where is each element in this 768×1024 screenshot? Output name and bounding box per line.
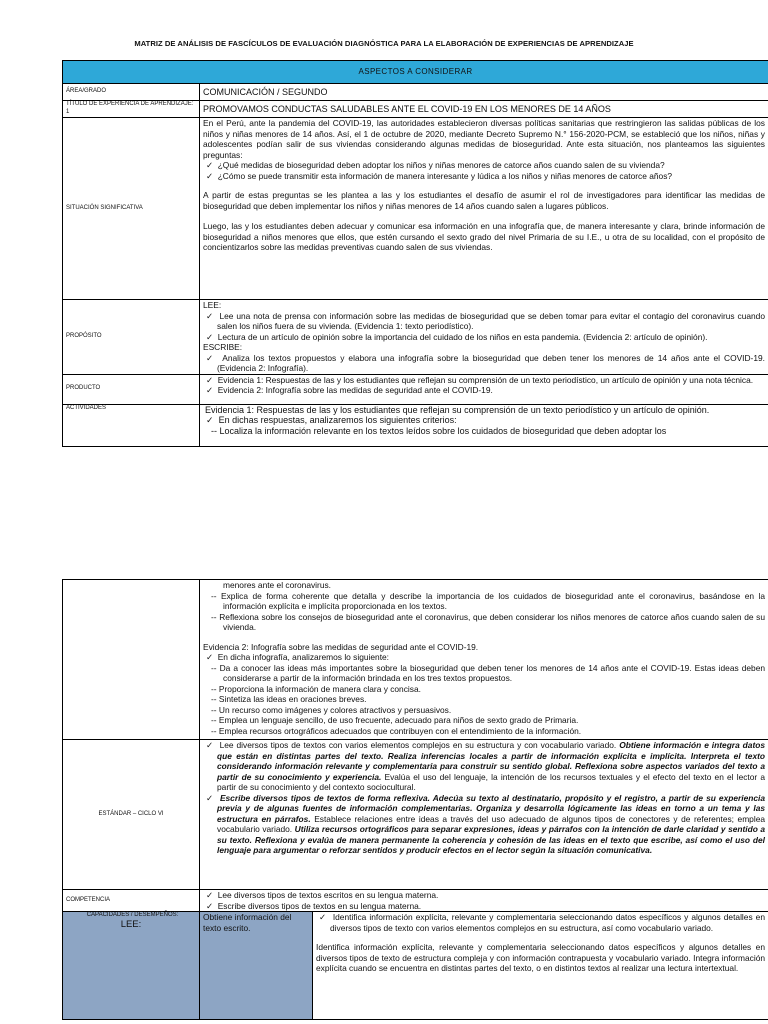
titulo-value: PROMOVAMOS CONDUCTAS SALUDABLES ANTE EL COVID-19 EN LOS MENORES DE 14 AÑOS — [200, 101, 768, 118]
dash-icon: -- — [211, 611, 217, 622]
actividades-criterio: -- Proporciona la información de manera clara y concisa. — [211, 683, 421, 694]
dash-icon: -- — [211, 725, 217, 736]
desempenos-content — [313, 912, 768, 1020]
proposito-item: ✓ Lee una nota de prensa con información sobre las medidas de bioseguridad que se deben tomar para evitar el contagio del coronavirus cuando salen los niños fuera de su vivienda. (Evidencia 1: texto periodístico). — [206, 310, 766, 331]
dash-icon: -- — [211, 704, 217, 715]
proposito-escribe: ESCRIBE: — [203, 342, 243, 352]
actividades-cont-label — [63, 580, 200, 740]
situacion-content — [200, 118, 768, 300]
producto-item: ✓ Evidencia 2: Infografía sobre las medidas de seguridad ante el COVID-19. — [206, 385, 493, 395]
actividades-criterio: -- Emplea recursos ortográficos adecuados que contribuyen con el entendimiento de la información. — [211, 725, 582, 736]
producto-content — [200, 374, 768, 404]
check-icon: ✓ — [206, 890, 214, 900]
producto-item: ✓ Evidencia 1: Respuestas de las y los estudiantes que reflejan su comprensión de un texto periodístico, un artículo de opinión y una nota técnica. — [206, 374, 754, 385]
desempeno-item: Identifica información explícita, relevante y complementaria seleccionando datos específicos y algunos detalles en diversos tipos de texto de estructura compleja y con información contrapuesta y vocabulario variado. Integra información explícita cuando se encuentra en distintas partes del texto, o en distintos textos al realizar una lectura intertextual. — [316, 942, 766, 973]
check-icon: ✓ — [206, 415, 214, 425]
actividades-ev2: Evidencia 2: Infografía sobre las medidas de seguridad ante el COVID-19. — [203, 641, 479, 652]
estandar-label: ESTÁNDAR – CICLO VI — [63, 740, 200, 890]
check-icon: ✓ — [206, 170, 214, 181]
check-icon: ✓ — [206, 900, 214, 911]
check-icon: ✓ — [206, 352, 215, 363]
actividades-criterio: -- Explica de forma coherente que detalla y describe la importancia de los cuidados de bioseguridad ante el coronavirus, basándose en la información explícita e implícita proporcionada en los textos. — [211, 590, 766, 611]
check-icon: ✓ — [206, 160, 214, 170]
proposito-content — [200, 300, 768, 375]
capacidades-lee: LEE: — [120, 918, 142, 930]
check-icon: ✓ — [206, 331, 214, 342]
capacidades-label-cell — [63, 912, 200, 1020]
dash-icon: -- — [211, 683, 217, 694]
dash-icon: -- — [211, 715, 217, 725]
situacion-label: SITUACIÓN SIGNIFICATIVA — [63, 118, 200, 300]
check-icon: ✓ — [206, 740, 214, 750]
competencia-content — [200, 890, 768, 912]
capacidad-obtiene: Obtiene información del texto escrito. — [200, 912, 313, 1020]
titulo-label: TÍTULO DE EXPERIENCIA DE APRENDIZAJE: 1 — [63, 101, 200, 118]
estandar-item: ✓ Lee diversos tipos de textos con varios elementos complejos en su estructura y con vocabulario variado. Obtiene información e integra datos que están en distintas partes del texto. Realiza inferencias locales a partir de información explícita e implícita. Interpreta el texto considerando información relevante y complementaria para construir su sentido global. Reflexiona sobre aspectos variados del texto a partir de su conocimiento y experiencia. Evalúa el uso del lenguaje, la intención de los recursos textuales y el efecto del texto en el lector a partir de su conocimiento y del contexto sociocultural. — [206, 740, 766, 792]
actividades-criterio: -- Un recurso como imágenes y colores atractivos y persuasivos. — [211, 704, 452, 715]
situacion-q2: ✓ ¿Cómo se puede transmitir esta información de manera interesante y lúdica a los niños y niñas menores de catorce años? — [206, 170, 673, 181]
dash-icon: -- — [211, 662, 217, 673]
competencia-label: COMPETENCIA — [63, 890, 200, 912]
actividades-label: ACTIVIDADES — [63, 404, 200, 446]
matrix-table-page2 — [62, 579, 768, 1020]
competencia-item: ✓ Lee diversos tipos de textos escritos en su lengua materna. — [206, 890, 439, 900]
aspectos-header: ASPECTOS A CONSIDERAR — [63, 61, 768, 84]
proposito-lee: LEE: — [203, 300, 222, 310]
document-title: MATRIZ DE ANÁLISIS DE FASCÍCULOS DE EVALUACIÓN DIAGNÓSTICA PARA LA ELABORACIÓN DE EXPERIENCIAS DE APRENDIZAJE — [134, 39, 634, 48]
check-icon: ✓ — [319, 912, 327, 922]
matrix-table-page1 — [62, 60, 768, 447]
actividades-criterio: -- Localiza la información relevante en los textos leídos sobre los cuidados de bioseguridad que deben adoptar los — [211, 425, 667, 436]
actividades-criterio: menores ante el coronavirus. — [223, 580, 331, 590]
desempeno-item: ✓ Identifica información explícita, relevante y complementaria seleccionando datos específicos y algunos detalles en diversos tipos de texto con varios elementos complejos en su estructura, así como vocabulario variado. — [319, 912, 765, 933]
proposito-item: ✓ Analiza los textos propuestos y elabora una infografía sobre la bioseguridad que deben tener los menores de 14 años ante el COVID-19. (Evidencia 2: Infografía). — [206, 352, 765, 373]
actividades-cont-content — [200, 580, 768, 740]
actividades-content — [200, 404, 768, 446]
area-value: COMUNICACIÓN / SEGUNDO — [200, 84, 768, 101]
proposito-label: PROPÓSITO — [63, 300, 200, 375]
dash-icon: -- — [211, 694, 217, 704]
capacidades-label: CAPACIDADES / DESEMPEÑOS: — [86, 912, 179, 918]
dash-icon: -- — [211, 590, 217, 601]
check-icon: ✓ — [206, 385, 214, 395]
dash-icon: -- — [211, 425, 217, 436]
actividades-criterio: -- Sintetiza las ideas en oraciones breves. — [211, 694, 367, 704]
check-icon: ✓ — [206, 652, 214, 662]
estandar-content — [200, 740, 768, 890]
situacion-p1: En el Perú, ante la pandemia del COVID-19, las autoridades establecieron diversas políticas sanitarias que restringieron las salidas públicas de los niños y niñas menores de 14 años. Así, el 1 de octubre de 2020, mediante Decreto Supremo N.° 156-2020-PCM, se estableció que los niños, niñas y adolescentes podían salir de sus viviendas considerando algunas medidas de bioseguridad. Ante esta situación, nos planteamos las siguientes preguntas: — [203, 118, 765, 160]
actividades-criterio: -- Da a conocer las ideas más importantes sobre la bioseguridad que deben tener los menores de 14 años ante el COVID-19. Estas ideas deben considerarse a partir de la información brindada en los tres textos propuestos. — [211, 662, 766, 683]
check-icon: ✓ — [206, 792, 214, 803]
estandar-item: ✓ Escribe diversos tipos de textos de forma reflexiva. Adecúa su texto al destinatario, propósito y el registro, a partir de su experiencia previa y de algunas fuentes de información complementarias. Organiza y desarrolla lógicamente las ideas en torno a un tema y las estructura en párrafos. Establece relaciones entre ideas a través del uso adecuado de algunos tipos de conectores y de referentes; emplea vocabulario variado. Utiliza recursos ortográficos para separar expresiones, ideas y párrafos con la intención de darle claridad y sentido a su texto. Reflexiona y evalúa de manera permanente la coherencia y cohesión de las ideas en el texto que escribe, así como el uso del lenguaje para argumentar o reforzar sentidos y producir efectos en el lector según la situación comunicativa. — [206, 792, 766, 855]
area-label: ÁREA/GRADO — [63, 84, 200, 101]
actividades-criterio: -- Reflexiona sobre los consejos de bioseguridad ante el coronavirus, que deben considerar los niños menores de catorce años cuando salen de su vivienda. — [211, 611, 766, 632]
check-icon: ✓ — [206, 310, 214, 321]
actividades-criterio: -- Emplea un lenguaje sencillo, de uso frecuente, adecuado para niños de sexto grado de Primaria. — [211, 715, 579, 725]
actividades-item: ✓ En dichas respuestas, analizaremos los siguientes criterios: — [206, 415, 457, 425]
situacion-p2: A partir de estas preguntas se les plantea a las y los estudiantes el desafío de asumir el rol de investigadores para identificar las medidas de bioseguridad que deben implementar los niños y niñas menores de 14 años cuando salen a lugares públicos. — [203, 190, 765, 211]
producto-label: PRODUCTO — [63, 374, 200, 404]
actividades-item: ✓ En dicha infografía, analizaremos lo siguiente: — [206, 652, 390, 662]
competencia-item: ✓ Escribe diversos tipos de textos en su lengua materna. — [206, 900, 422, 911]
check-icon: ✓ — [206, 374, 214, 385]
situacion-p3: Luego, las y los estudiantes deben adecuar y comunicar esa información en una infografía que, de manera interesante y clara, brinde información de bioseguridad a niños menores que ellos, que estén cursando el sexto grado del nivel Primaria de su I.E., u otra de su localidad, con el propósito de concientizarlos sobre las medidas preventivas cuando salen de sus viviendas. — [203, 221, 765, 252]
proposito-item: ✓ Lectura de un artículo de opinión sobre la importancia del cuidado de los niños en esta pandemia. (Evidencia 2: artículo de opinión). — [206, 331, 708, 342]
actividades-ev1: Evidencia 1: Respuestas de las y los estudiantes que reflejan su comprensión de un texto periodístico y un artículo de opinión. — [205, 404, 710, 415]
situacion-q1: ✓ ¿Qué medidas de bioseguridad deben adoptar los niños y niñas menores de catorce años cuando salen de su vivienda? — [206, 160, 665, 170]
